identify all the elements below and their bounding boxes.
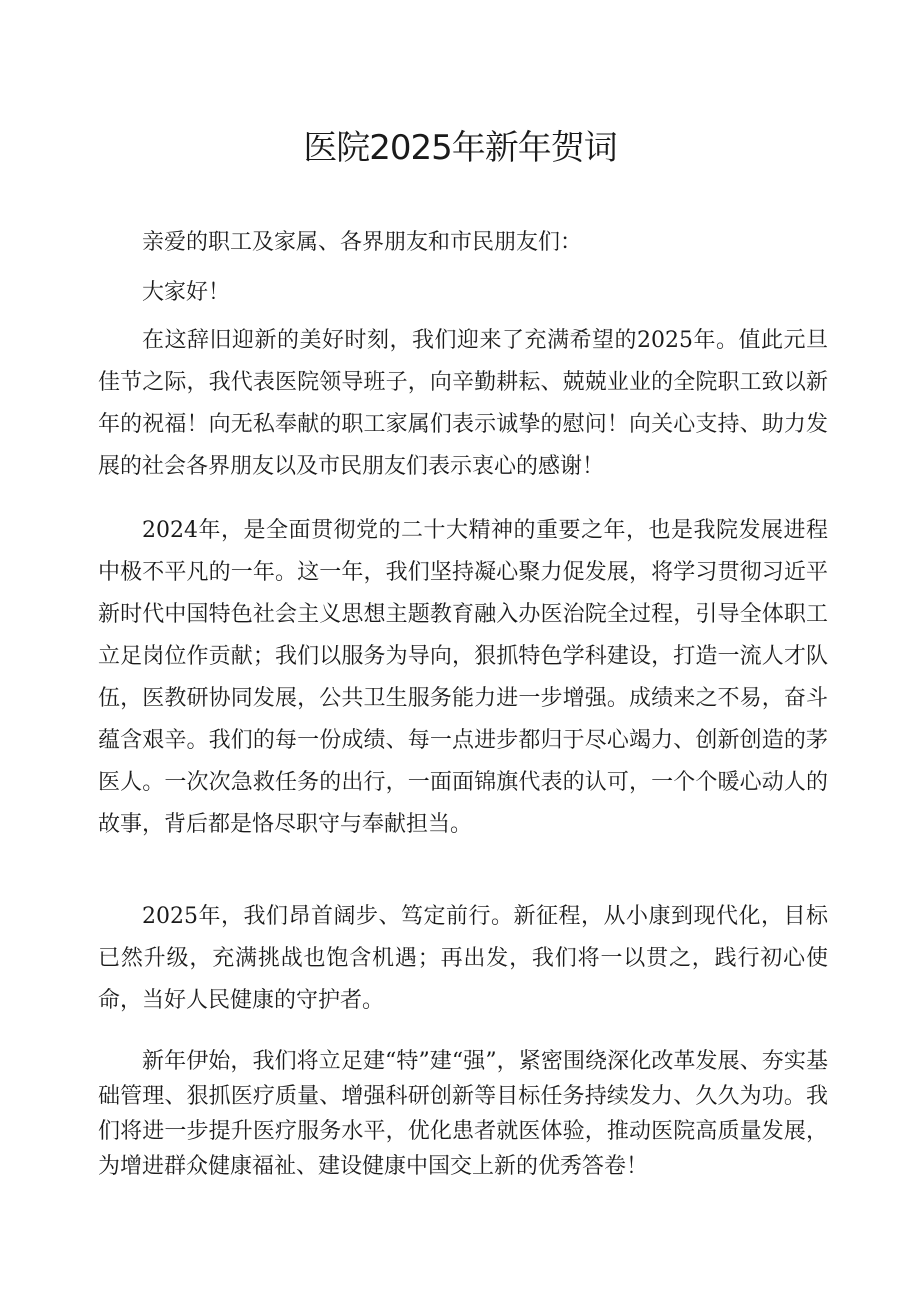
greeting-paragraph: 大家好！ <box>142 280 231 305</box>
page-title: 医院2025年新年贺词 <box>303 128 617 168</box>
body-paragraph-2: 2024年，是全面贯彻党的二十大精神的重要之年，也是我院发展进程中极不平凡的一年。这一年，我们坚持凝心聚力促发展，将学习贯彻习近平新时代中国特色社会主义思想主题教育融入办医治院全过程，引导全体职工立足岗位作贡献；我们以服务为导向，狠抓特色学科建设，打造一流人才队伍，医教研协同发展，公共卫生服务能力进一步增强。成绩来之不易，奋斗蕴含艰辛。我们的每一份成绩、每一点进步都归于尽心竭力、创新创造的茅医人。一次次急救任务的出行，一面面锦旗代表的认可，一个个暖心动人的故事，背后都是恪尽职守与奉献担当。 <box>98 518 828 837</box>
body-paragraph-3: 2025年，我们昂首阔步、笃定前行。新征程，从小康到现代化，目标已然升级，充满挑战也饱含机遇；再出发，我们将一以贯之，践行初心使命，当好人民健康的守护者。 <box>98 904 828 1013</box>
body-paragraph-1: 在这辞旧迎新的美好时刻，我们迎来了充满希望的2025年。值此元旦佳节之际，我代表医院领导班子，向辛勤耕耘、兢兢业业的全院职工致以新年的祝福！向无私奉献的职工家属们表示诚挚的慰问！向关心支持、助力发展的社会各界朋友以及市民朋友们表示衷心的感谢！ <box>98 328 828 479</box>
body-paragraph-4: 新年伊始，我们将立足建“特”建“强”，紧密围绕深化改革发展、夯实基础管理、狠抓医疗质量、增强科研创新等目标任务持续发力、久久为功。我们将进一步提升医疗服务水平，优化患者就医体验，推动医院高质量发展，为增进群众健康福祉、建设健康中国交上新的优秀答卷！ <box>98 1049 828 1179</box>
salutation-paragraph: 亲爱的职工及家属、各界朋友和市民朋友们： <box>142 230 583 255</box>
